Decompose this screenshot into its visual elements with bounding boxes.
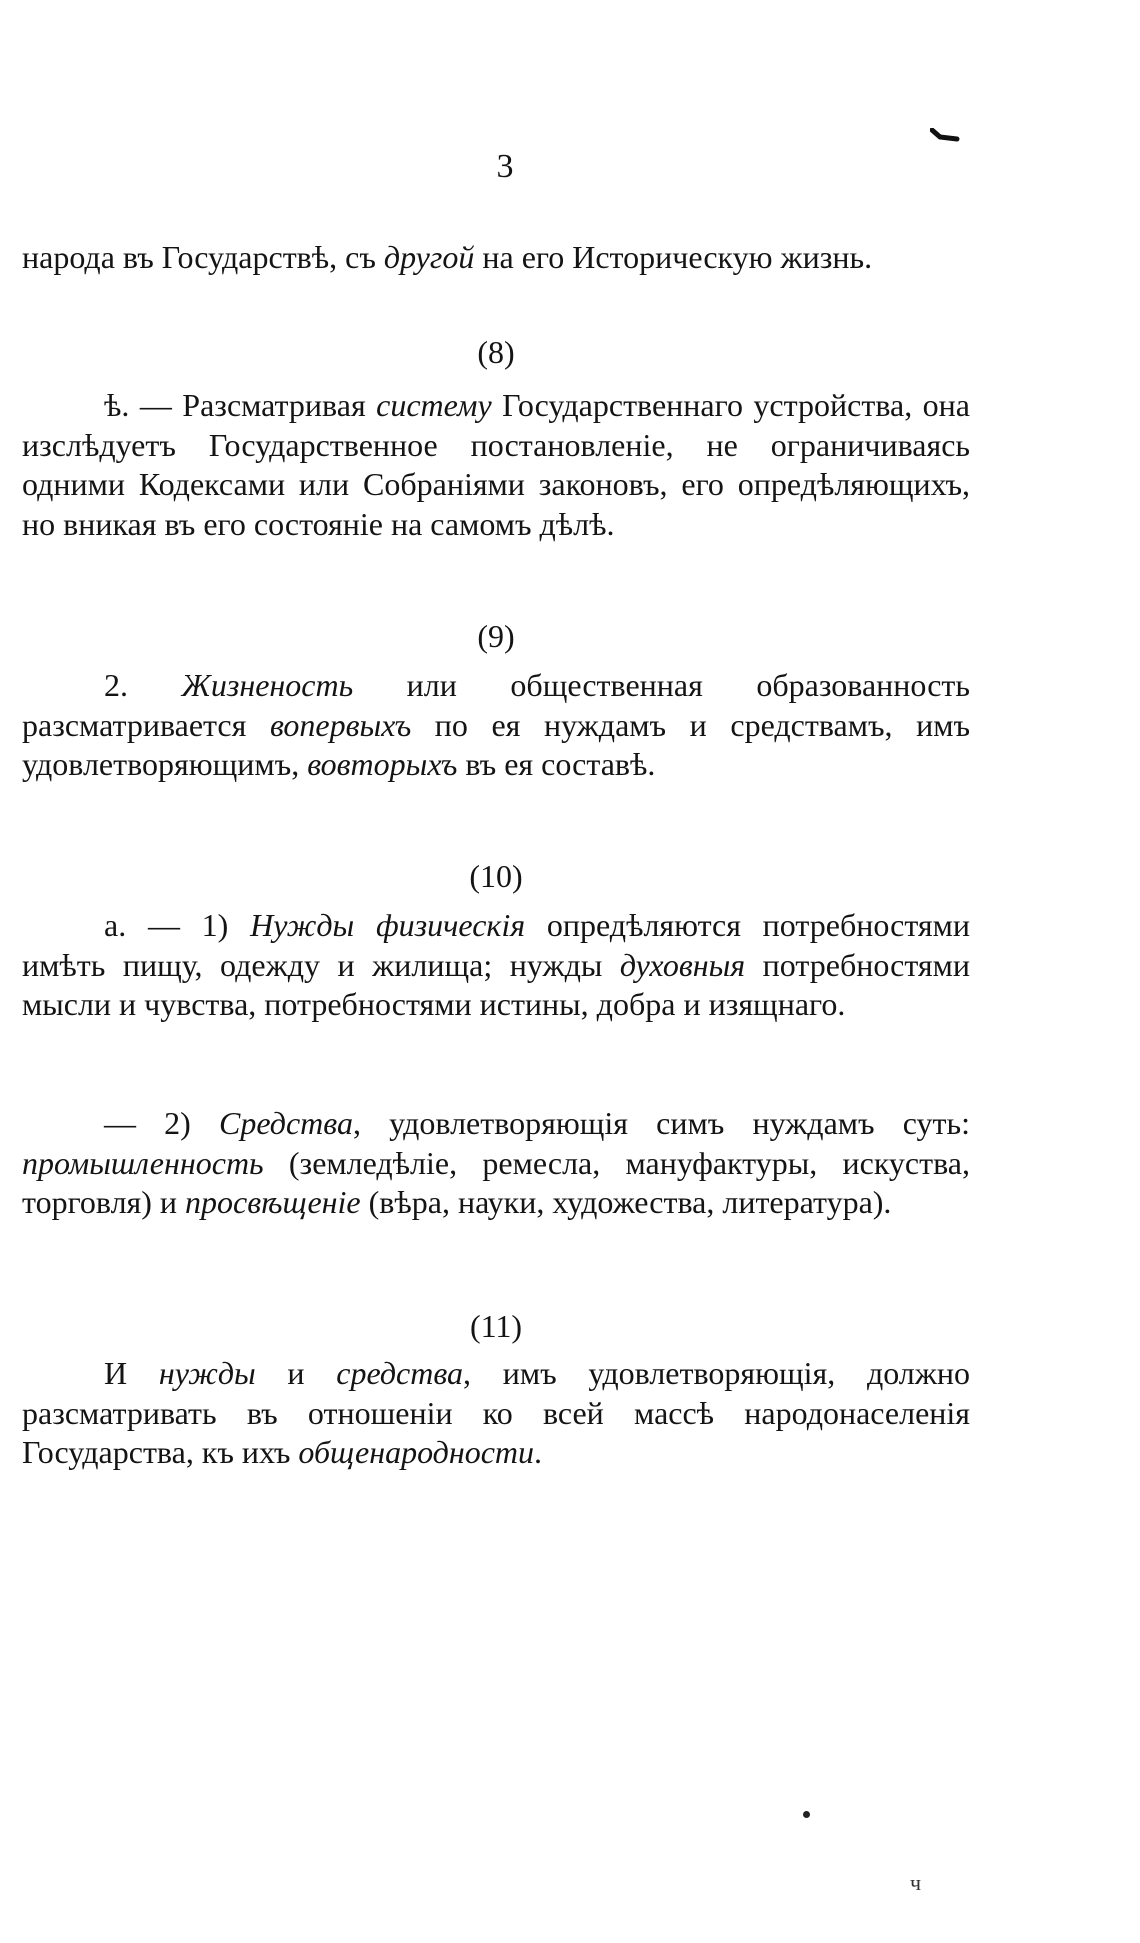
- italic-term: просвѣщеніе: [185, 1184, 361, 1220]
- italic-term: духовныя: [619, 946, 746, 983]
- italic-term: вопервыхъ: [269, 706, 412, 743]
- ink-dot: [803, 1811, 810, 1818]
- italic-term: средства: [336, 1355, 464, 1391]
- paragraph-8: [22, 386, 970, 544]
- section-number-8: (8): [477, 334, 515, 370]
- text-run: потребностями мысли и чувства, потребностями истины, добра и изящнаго.: [22, 946, 971, 1022]
- section-number-9: (9): [477, 618, 515, 654]
- text-run: Государственнаго устройства, она изслѣдуетъ Государственное постановленіе, не ограничиваясь одними Кодексами или Собраніями законовъ, его опредѣляющихъ, но вникая въ его состояніе на самомъ дѣлѣ.: [22, 387, 971, 542]
- paragraph-11: [22, 1354, 970, 1473]
- text-run: а. — 1): [104, 907, 251, 943]
- italic-term: Средства: [219, 1105, 353, 1141]
- text-run: на его Историческую жизнь.: [474, 239, 873, 275]
- text-run: , имъ удовлетворяющія, должно разсматривать въ отношеніи ко всей массѣ народонаселенія Государства, къ ихъ: [22, 1355, 970, 1470]
- paragraph-10b: [22, 1104, 970, 1223]
- italic-term: Жизненость: [181, 667, 354, 703]
- text-run: — 2): [104, 1105, 220, 1141]
- text-run: (вѣра, науки, художества, литература).: [360, 1184, 892, 1220]
- italic-term: общенародности: [298, 1434, 535, 1470]
- text-run: опредѣляются потребностями имѣть пищу, одежду и жилища; нужды: [22, 907, 971, 983]
- text-run: , удовлетворяющія симъ нуждамъ суть:: [352, 1105, 970, 1141]
- page-number: 3: [496, 148, 514, 185]
- text-run: народа въ Государствѣ, съ: [22, 239, 384, 275]
- ink-mark: [930, 128, 960, 142]
- paragraph-text: [22, 1105, 970, 1220]
- paragraph-text: [22, 1355, 970, 1470]
- paragraph-text: [22, 387, 970, 542]
- text-run: по ея нуждамъ и средствамъ, имъ удовлетворяющимъ,: [22, 706, 971, 782]
- paragraph-9: [22, 666, 970, 785]
- italic-term: вовторыхъ: [307, 746, 458, 782]
- paragraph-10a: [22, 906, 970, 1025]
- paragraph-text: [22, 239, 872, 275]
- italic-term: промышленность: [22, 1144, 264, 1181]
- text-run: или общественная образованность разсматривается: [22, 667, 971, 743]
- section-number-10: (10): [469, 858, 523, 894]
- paragraph-text: [22, 667, 970, 782]
- text-run: (земледѣліе, ремесла, мануфактуры, искуства, торговля) и: [22, 1144, 970, 1220]
- paragraph-text: [22, 907, 970, 1022]
- italic-term: систему: [376, 387, 492, 423]
- section-number-11: (11): [469, 1308, 523, 1344]
- text-run: .: [534, 1434, 543, 1470]
- text-run: въ ея составѣ.: [457, 746, 656, 782]
- italic-term: другой: [383, 239, 475, 275]
- italic-term: Нужды физическія: [250, 907, 526, 943]
- text-run: 2.: [104, 667, 182, 703]
- italic-term: нужды: [158, 1355, 256, 1391]
- text-run: И: [104, 1355, 159, 1391]
- text-run: ѣ. — Разсматривая: [104, 387, 377, 423]
- text-run: и: [255, 1355, 337, 1391]
- ink-mark-bottom: ч: [910, 1870, 922, 1895]
- paragraph-intro: [22, 238, 970, 278]
